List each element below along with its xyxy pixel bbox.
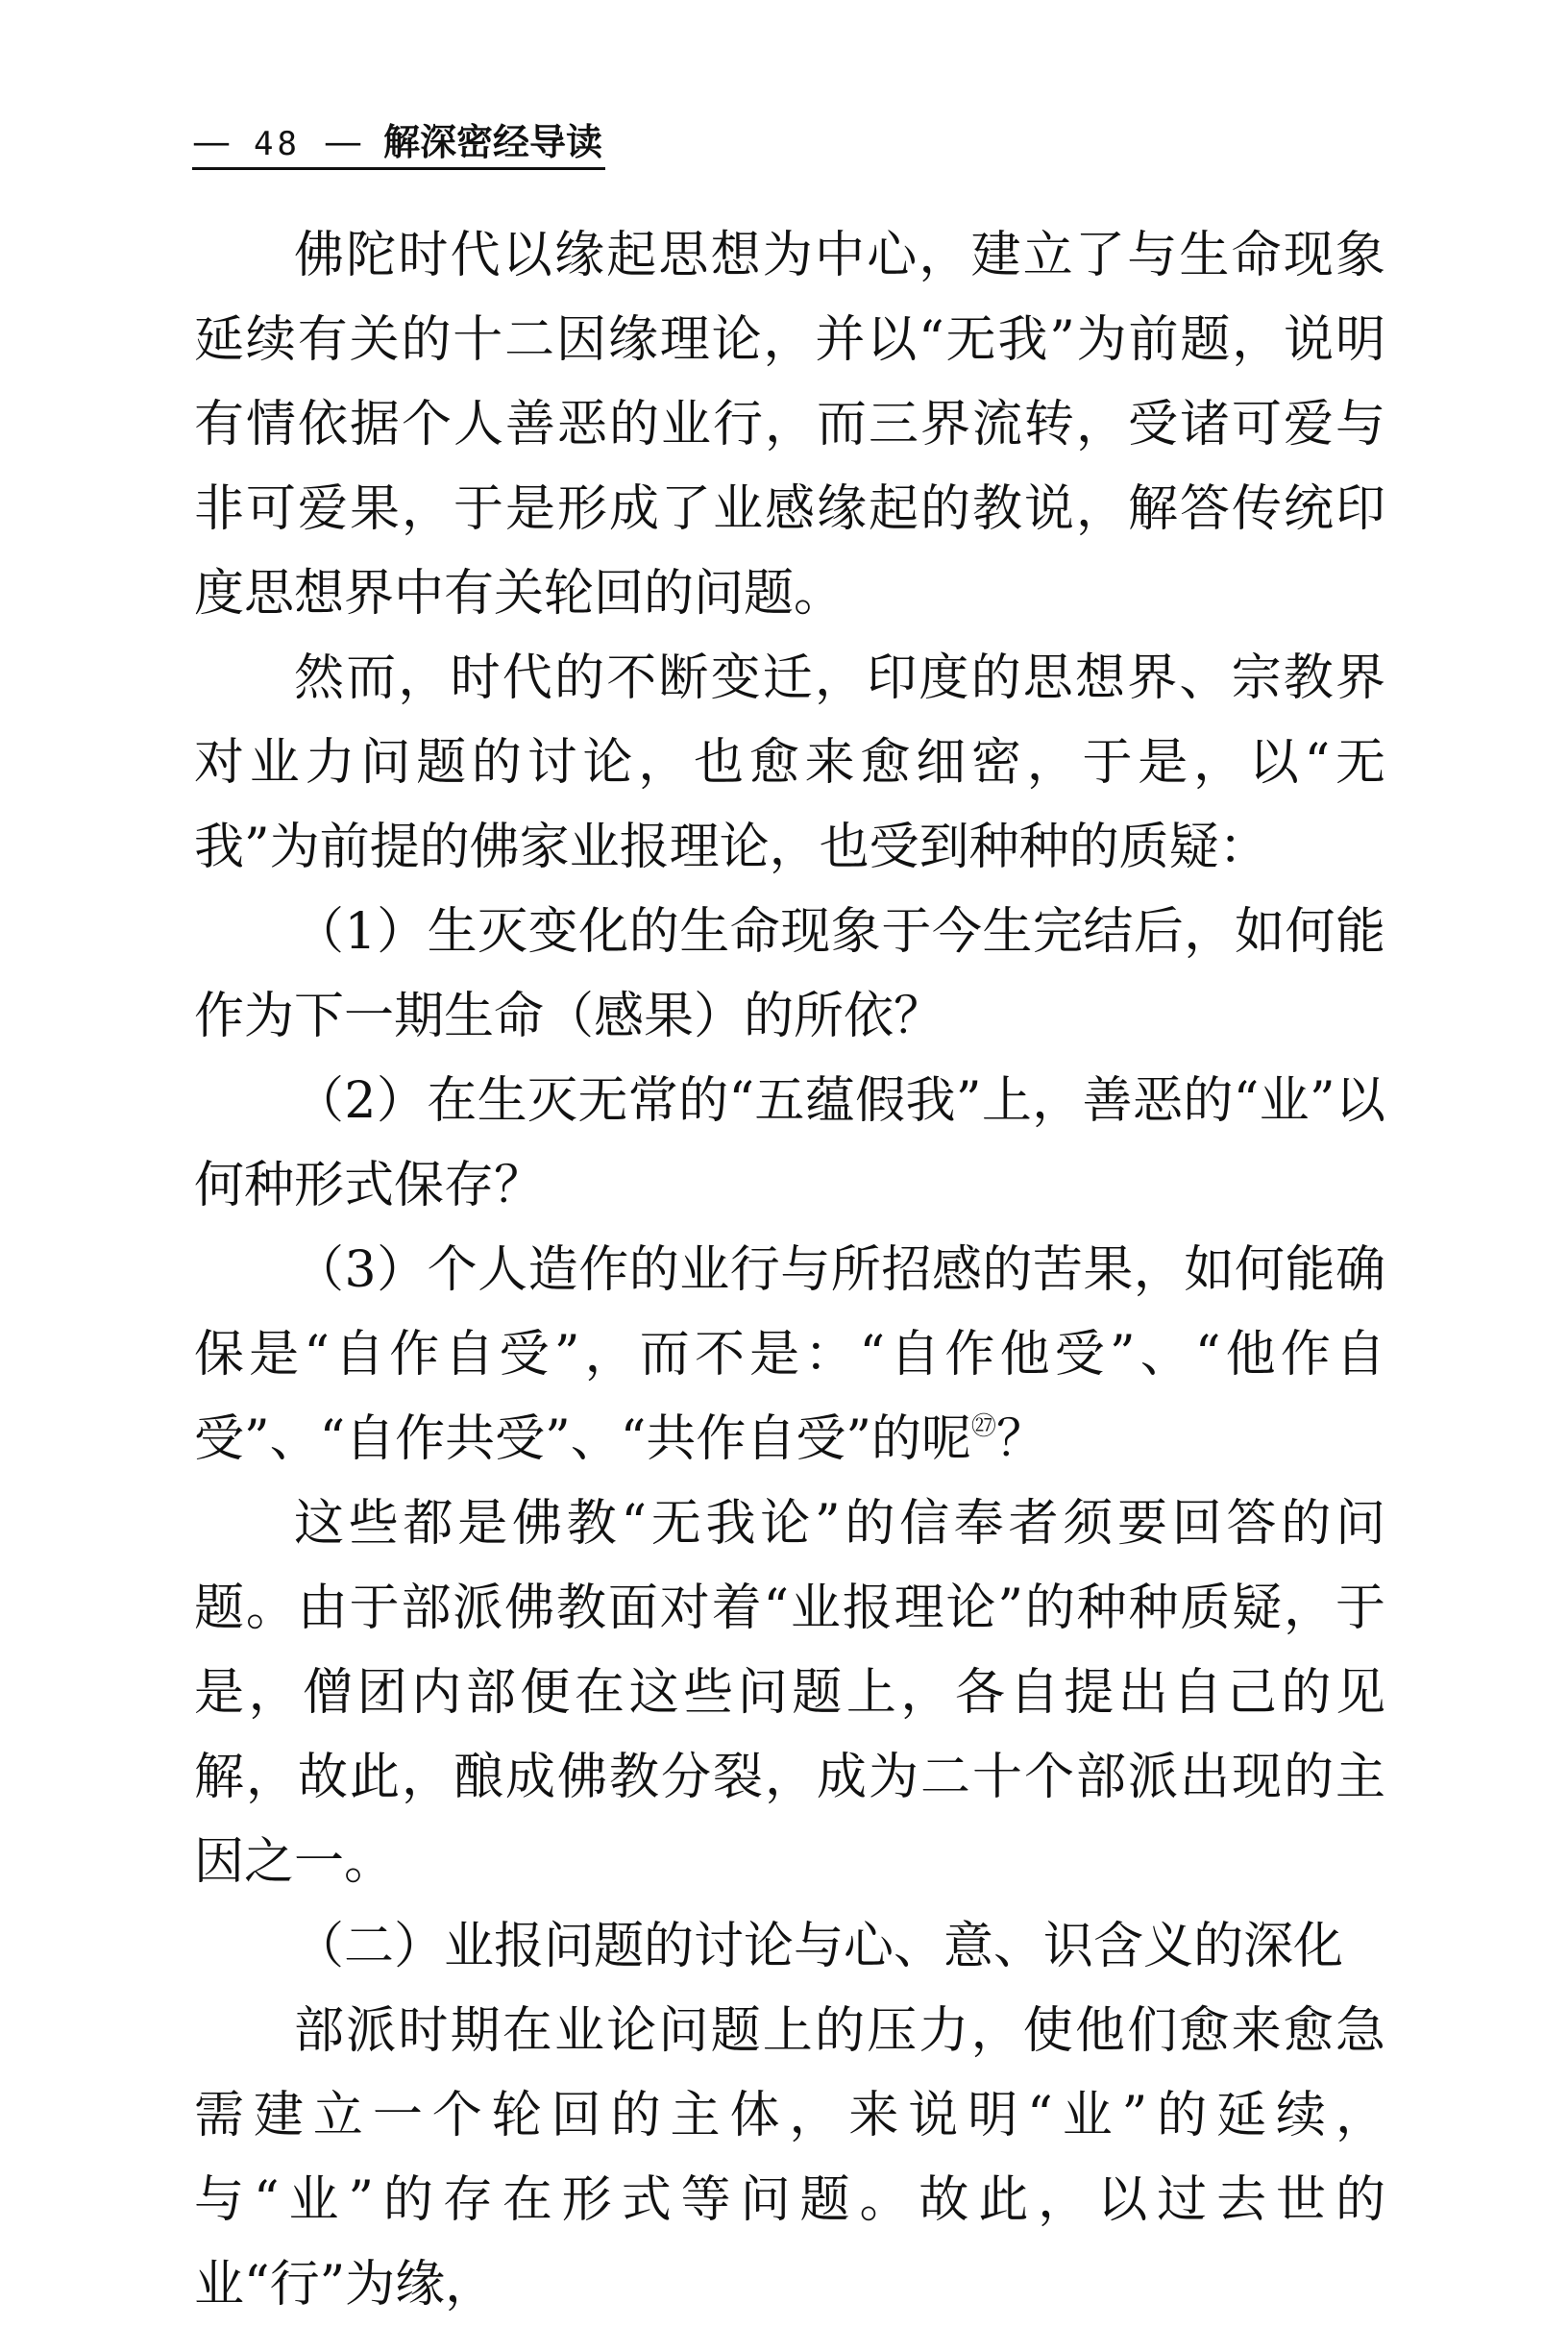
paragraph: 然而，时代的不断变迁，印度的思想界、宗教界对业力问题的讨论，也愈来愈细密，于是，以“无我”为前提的佛家业报理论，也受到种种的质疑： — [194, 649, 1385, 876]
book-title: 解深密经导读 — [382, 121, 602, 163]
question-item: （1）生灭变化的生命现象于今生完结后，如何能作为下一期生命（感果）的所依？ — [194, 903, 1385, 1045]
question-item — [194, 1228, 1385, 1482]
header-dash-left: — — [192, 120, 231, 164]
question-mark: ？ — [995, 1410, 1046, 1468]
paragraph: 部派时期在业论问题上的压力，使他们愈来愈急需建立一个轮回的主体，来说明“业”的延续，与“业”的存在形式等问题。故此，以过去世的业“行”为缘， — [194, 2002, 1385, 2314]
body-text — [194, 213, 1385, 2327]
section-heading: （二）业报问题的讨论与心、意、识含义的深化 — [294, 1918, 1344, 1975]
question-text: （3）个人造作的业行与所招感的苦果，如何能确保是“自作自受”，而不是：“自作他受”、“他作自受”、“自作共受”、“共作自受”的呢 — [194, 1241, 1385, 1468]
page-number: 48 — [254, 125, 301, 163]
paragraph: 佛陀时代以缘起思想为中心，建立了与生命现象延续有关的十二因缘理论，并以“无我”为前题，说明有情依据个人善恶的业行，而三界流转，受诸可爱与非可爱果，于是形成了业感缘起的教说，解答传统印度思想界中有关轮回的问题。 — [194, 227, 1385, 623]
question-item: （2）在生灭无常的“五蕴假我”上，善恶的“业”以何种形式保存？ — [194, 1072, 1385, 1214]
running-header — [192, 117, 605, 170]
paragraph: 这些都是佛教“无我论”的信奉者须要回答的问题。由于部派佛教面对着“业报理论”的种种质疑，于是，僧团内部便在这些问题上，各自提出自己的见解，故此，酿成佛教分裂，成为二十个部派出现的主因之一。 — [194, 1495, 1385, 1891]
header-dash-right: — — [323, 120, 362, 164]
footnote-marker: ㉗ — [970, 1412, 996, 1441]
